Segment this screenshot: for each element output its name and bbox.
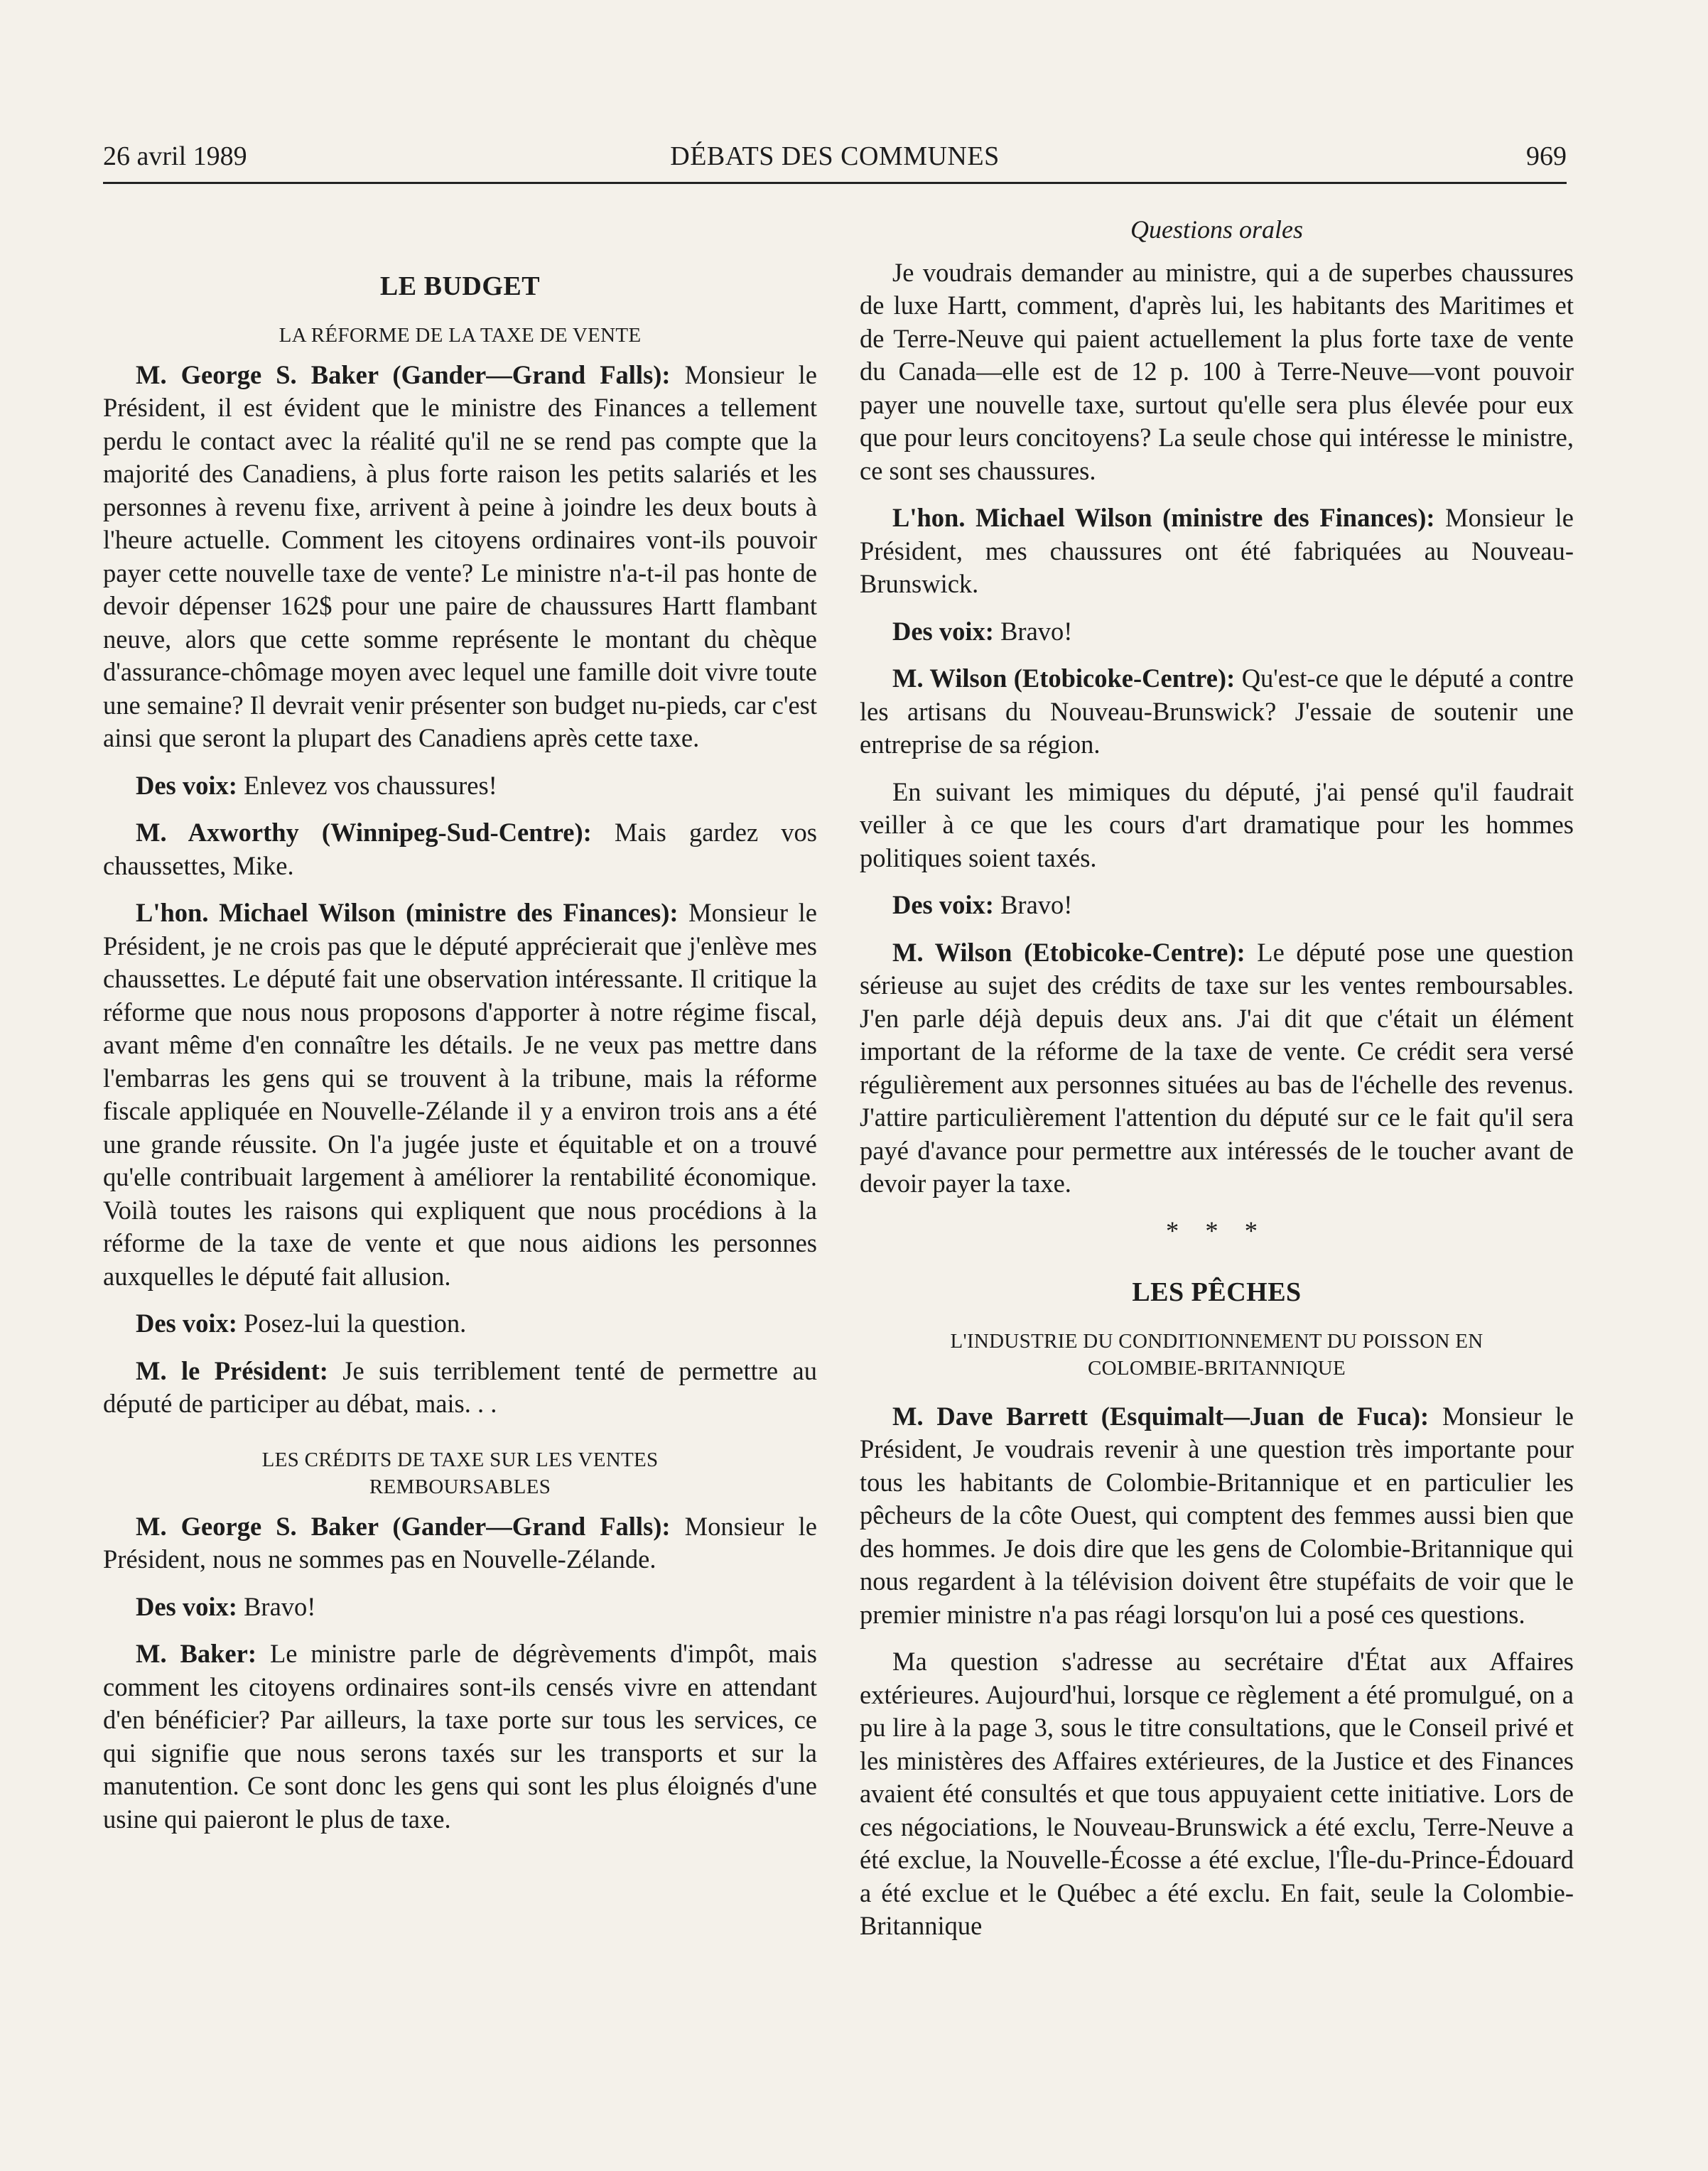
speech: Monsieur le Président, nous ne sommes pas en Nouvelle-Zélande. xyxy=(103,1511,817,1574)
speech: Je suis terriblement tenté de permettre au député de participer au débat, mais. . . xyxy=(103,1355,817,1418)
speaker: M. le Président: xyxy=(136,1355,328,1385)
paragraph xyxy=(103,1355,817,1421)
paragraph xyxy=(103,897,817,1293)
speaker: L'hon. Michael Wilson (ministre des Finances): xyxy=(892,503,1435,532)
paragraph xyxy=(103,1637,817,1836)
subsection-title-sales-tax-reform: LA RÉFORME DE LA TAXE DE VENTE xyxy=(279,323,642,347)
speech: Monsieur le Président, Je voudrais revenir à une question très importante pour tous les habitants de Colombie-Britannique et en particulier les pêcheurs de la côte Ouest, qui comptent des femmes aussi bien que des hommes. Je dois dire que les gens de Colombie-Britannique qui nous regardent à la télévision doivent être stupéfaits de voir que le premier ministre n'a pas réagi lorsqu'on lui a posé ces questions. xyxy=(860,1401,1574,1629)
speech: Bravo! xyxy=(237,1591,316,1621)
header-date: 26 avril 1989 xyxy=(103,141,247,171)
speaker: M. George S. Baker (Gander—Grand Falls): xyxy=(136,359,671,389)
speaker: Des voix: xyxy=(892,890,994,919)
speech: Posez-lui la question. xyxy=(237,1309,467,1338)
paragraph xyxy=(860,889,1574,922)
header-title: DÉBATS DES COMMUNES xyxy=(670,141,1000,171)
speech: Monsieur le Président, il est évident que le ministre des Finances a tellement perdu le contact avec la réalité qu'il ne se rend pas compte que la majorité des Canadiens, à plus forte raison les petits salariés et les personnes à revenu fixe, arrivent à peine à joindre les deux bouts à l'heure actuelle. Comment les citoyens ordinaires vont-ils pouvoir payer cette nouvelle taxe de vente? Le ministre n'a-t-il pas honte de devoir dépenser 162$ pour une paire de chaussures Hartt flambant neuve, alors que cette somme représente le montant du chèque d'assurance-chômage moyen avec lequel une famille doit vivre toute une semaine? Il devrait venir présenter son budget nu-pieds, car c'est ainsi que seront la plupart des Canadiens après cette taxe. xyxy=(103,359,817,752)
speaker: M. Dave Barrett (Esquimalt—Juan de Fuca): xyxy=(892,1401,1429,1431)
subsection-title-refundable-credits: LES CRÉDITS DE TAXE SUR LES VENTES REMBOURSABLES xyxy=(261,1448,659,1498)
paragraph: Ma question s'adresse au secrétaire d'État aux Affaires extérieures. Aujourd'hui, lorsque ce règlement a été promulgué, on a pu lire à la page 3, sous le titre consultations, que le Conseil privé et les ministères des Affaires extérieures, de la Justice et des Finances avaient été consultés et que tous appuyaient cette initiative. Lors de ces négociations, le Nouveau-Brunswick a été exclu, Terre-Neuve a été exclue, la Nouvelle-Écosse a été exclue, l'Île-du-Prince-Édouard a été exclue et le Québec a été exclu. En fait, seule la Colombie-Britannique xyxy=(860,1647,1574,1940)
speech: Monsieur le Président, mes chaussures ont été fabriquées au Nouveau-Brunswick. xyxy=(860,503,1574,598)
paragraph xyxy=(103,359,817,755)
speech: Le député pose une question sérieuse au sujet des crédits de taxe sur les ventes remboursables. J'en parle déjà depuis deux ans. J'ai dit que c'était un élément important de la réforme de la taxe de vente. Ce crédit sera versé régulièrement aux personnes situées au bas de l'échelle des revenus. J'attire particulièrement l'attention du député sur ce le fait qu'il sera payé d'avance pour permettre aux intéressés de le toucher avant de devoir payer la taxe. xyxy=(860,937,1574,1198)
section-separator: * * * xyxy=(1166,1216,1268,1245)
paragraph xyxy=(103,769,817,803)
section-title-fisheries: LES PÊCHES xyxy=(1132,1277,1302,1307)
paragraph xyxy=(103,1591,817,1624)
paragraph xyxy=(860,662,1574,762)
speech: Enlevez vos chaussures! xyxy=(237,770,497,800)
speaker: M. Axworthy (Winnipeg-Sud-Centre): xyxy=(136,818,592,847)
speaker: Des voix: xyxy=(136,1591,237,1621)
paragraph xyxy=(860,502,1574,601)
paragraph: Je voudrais demander au ministre, qui a de superbes chaussures de luxe Hartt, comment, d'après lui, les habitants des Maritimes et de Terre-Neuve qui paient actuellement la plus forte taxe de vente du Canada—elle est de 12 p. 100 à Terre-Neuve—vont pouvoir payer une nouvelle taxe, surtout qu'elle sera plus élevée pour eux que pour leurs concitoyens? La seule chose qui intéresse le ministre, ce sont ses chaussures. xyxy=(860,257,1574,485)
speech: Bravo! xyxy=(993,890,1073,919)
running-head: Questions orales xyxy=(1130,215,1303,244)
left-column xyxy=(103,270,817,1850)
speaker: M. George S. Baker (Gander—Grand Falls): xyxy=(136,1511,671,1541)
header-rule xyxy=(103,182,1567,184)
speaker: Des voix: xyxy=(136,770,237,800)
speaker: L'hon. Michael Wilson (ministre des Finances): xyxy=(136,898,679,927)
paragraph xyxy=(103,1307,817,1341)
speaker: Des voix: xyxy=(892,616,994,646)
page-number: 969 xyxy=(1526,141,1567,171)
speaker: M. Wilson (Etobicoke-Centre): xyxy=(892,664,1236,693)
paragraph xyxy=(860,936,1574,1201)
paragraph xyxy=(860,1400,1574,1632)
paragraph xyxy=(103,1510,817,1576)
speech: Bravo! xyxy=(993,616,1073,646)
subsection-title-fish-processing: L'INDUSTRIE DU CONDITIONNEMENT DU POISSON EN COLOMBIE-BRITANNIQUE xyxy=(950,1329,1483,1380)
speech: Le ministre parle de dégrèvements d'impôt, mais comment les citoyens ordinaires sont-ils censés vivre en attendant d'en bénéficier? Par ailleurs, la taxe porte sur tous les services, ce qui signifie que nous serons taxés sur les transports et sur la manutention. Ce sont donc les gens qui sont les plus éloignés d'une usine qui paieront le plus de taxe. xyxy=(103,1639,817,1834)
speaker: Des voix: xyxy=(136,1309,237,1338)
speech: Qu'est-ce que le député a contre les artisans du Nouveau-Brunswick? J'essaie de soutenir une entreprise de sa région. xyxy=(860,664,1574,759)
paragraph xyxy=(103,816,817,882)
speaker: M. Wilson (Etobicoke-Centre): xyxy=(892,937,1245,967)
right-column xyxy=(860,213,1574,1957)
page-header xyxy=(103,141,1567,183)
speech: Monsieur le Président, je ne crois pas que le député apprécierait que j'enlève mes chaussettes. Le député fait une observation intéressante. Il critique la réforme que nous nous proposons d'apporter à notre régime fiscal, avant même d'en connaître les détails. Je ne veux pas mettre dans l'embarras les gens qui se trouvent à la tribune, mais la réforme fiscale appliquée en Nouvelle-Zélande il y a environ trois ans a été une grande réussite. On l'a jugée juste et équitable et on a trouvé qu'elle contribuait largement à améliorer la rentabilité économique. Voilà toutes les raisons qui expliquent que nous procédions à la réforme de la taxe de vente et que nous aidions les personnes auxquelles le député fait allusion. xyxy=(103,898,817,1291)
speech: Mais gardez vos chaussettes, Mike. xyxy=(103,818,817,880)
section-title-budget: LE BUDGET xyxy=(379,271,541,301)
paragraph xyxy=(860,615,1574,649)
speaker: M. Baker: xyxy=(136,1639,256,1668)
paragraph: En suivant les mimiques du député, j'ai pensé qu'il faudrait veiller à ce que les cours d'art dramatique pour les hommes politiques soient taxés. xyxy=(860,776,1574,872)
